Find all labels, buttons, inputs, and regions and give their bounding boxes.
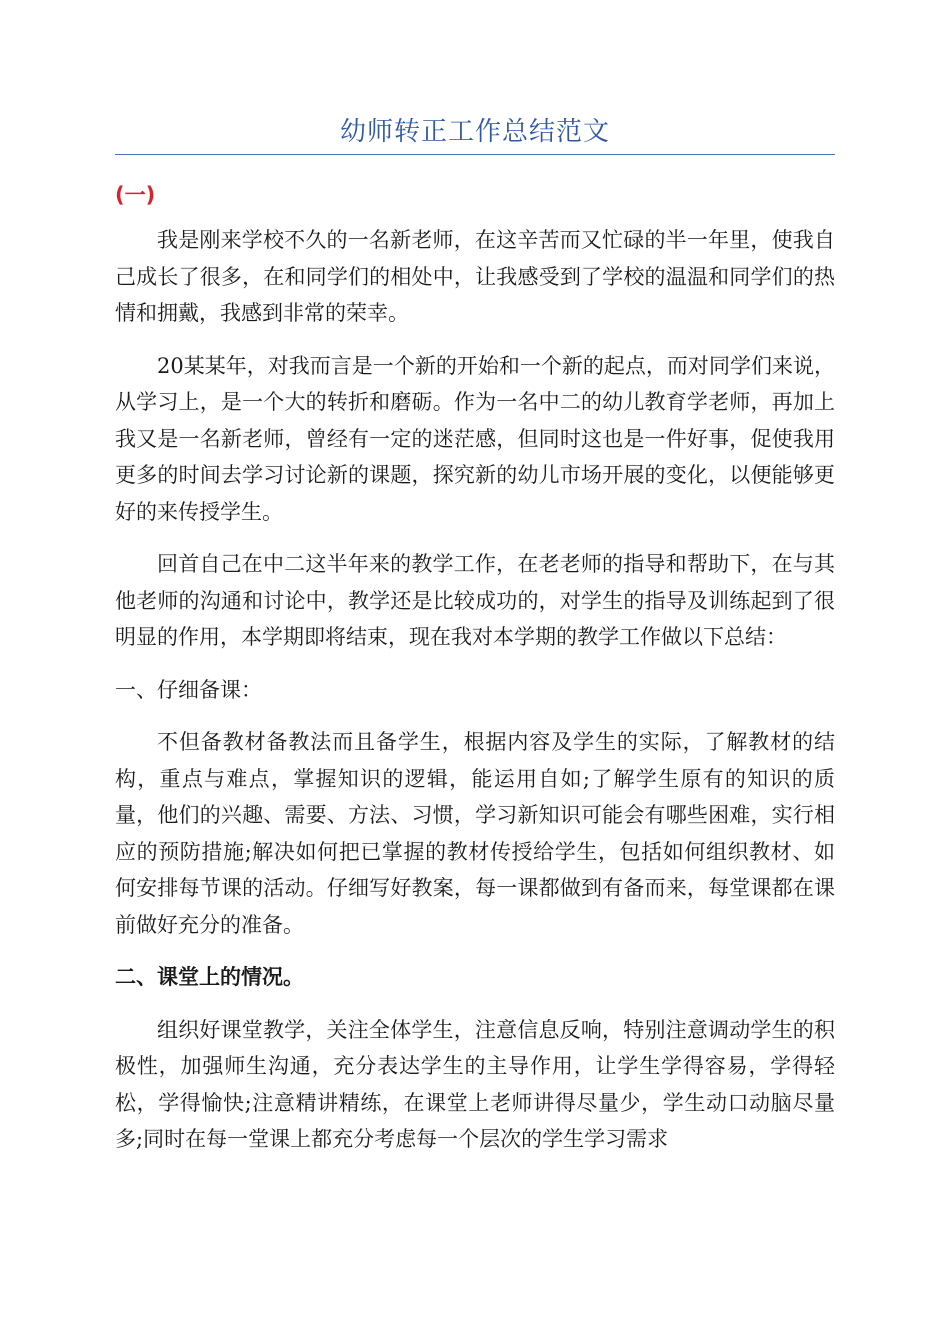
paragraph-classroom: 组织好课堂教学，关注全体学生，注意信息反响，特别注意调动学生的积极性，加强师生沟通，充分表达学生的主导作用，让学生学得容易，学得轻松，学得愉快;注意精讲精练，在课堂上老师讲得尽量少，学生动口动脑尽量多;同时在每一堂课上都充分考虑每一个层次的学生学习需求 <box>115 1017 835 1151</box>
title-divider <box>115 154 835 155</box>
paragraph-review: 回首自己在中二这半年来的教学工作，在老老师的指导和帮助下，在与其他老师的沟通和讨论中，教学还是比较成功的，对学生的指导及训练起到了很明显的作用，本学期即将结束，现在我对本学期的教学工作做以下总结： <box>115 552 835 649</box>
document-body <box>115 222 835 1174</box>
paragraph-intro: 我是刚来学校不久的一名新老师，在这辛苦而又忙碌的半一年里，使我自己成长了很多，在和同学们的相处中，让我感受到了学校的温温和同学们的热情和拥戴，我感到非常的荣幸。 <box>115 228 835 325</box>
paragraph-lesson-prep: 不但备教材备教法而且备学生，根据内容及学生的实际，了解教材的结构，重点与难点，掌握知识的逻辑，能运用自如;了解学生原有的知识的质量，他们的兴趣、需要、方法、习惯，学习新知识可能会有哪些困难，实行相应的预防措施;解决如何把已掌握的教材传授给学生，包括如何组织教材、如何安排每节课的活动。仔细写好教案，每一课都做到有备而来，每堂课都在课前做好充分的准备。 <box>115 730 835 937</box>
section-number: (一) <box>115 183 156 207</box>
heading-classroom: 二、课堂上的情况。 <box>115 965 304 989</box>
heading-lesson-prep: 一、仔细备课： <box>115 677 262 702</box>
document-title: 幼师转正工作总结范文 <box>339 117 610 147</box>
paragraph-new-start: 20某某年，对我而言是一个新的开始和一个新的起点，而对同学们来说，从学习上，是一个大的转折和磨砺。作为一名中二的幼儿教育学老师，再加上我又是一名新老师，曾经有一定的迷茫感，但同时这也是一件好事，促使我用更多的时间去学习讨论新的课题，探究新的幼儿市场开展的变化，以便能够更好的来传授学生。 <box>115 353 835 524</box>
